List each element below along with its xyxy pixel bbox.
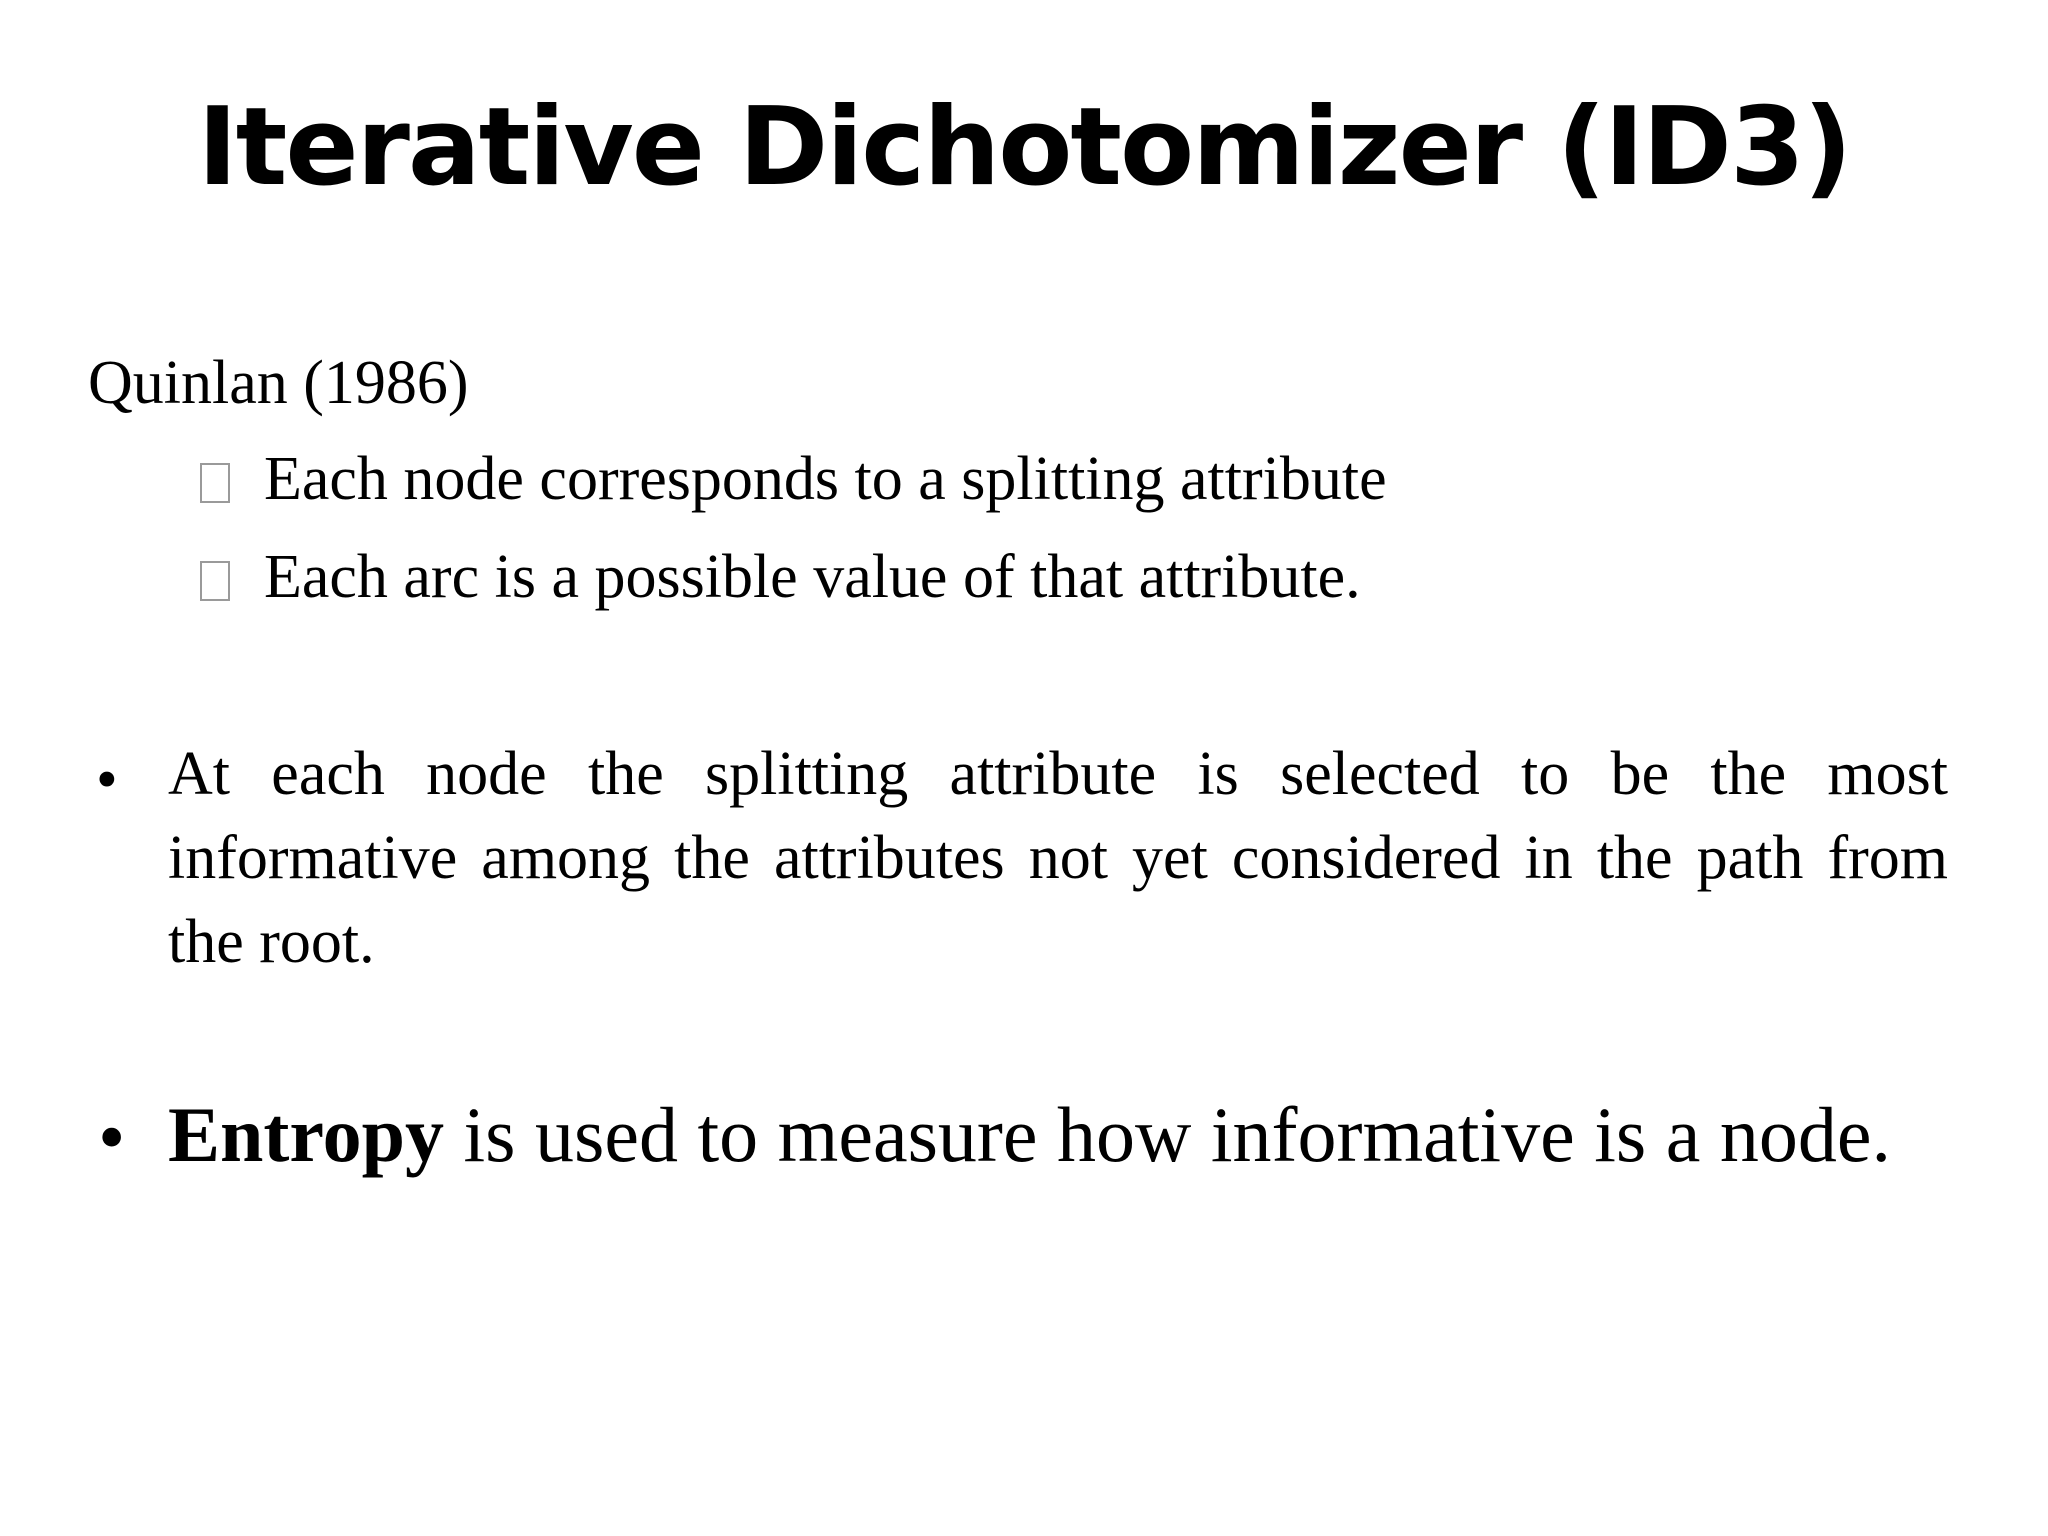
bullet-bold-term: Entropy <box>168 1091 444 1178</box>
empty-box-icon <box>200 561 230 601</box>
sub-item-text: Each node corresponds to a splitting attribute <box>264 445 1387 513</box>
bullet-dot: • <box>96 746 118 814</box>
sub-item-text: Each arc is a possible value of that attribute. <box>264 543 1361 611</box>
bullet-text: At each node the splitting attribute is selected to be the most informative among the attributes not yet considered in the path from the root. <box>168 740 1948 976</box>
empty-box-icon <box>200 463 230 503</box>
bullet-rest-text: is used to measure how informative is a node. <box>443 1091 1891 1178</box>
slide-title: Iterative Dichotomizer (ID3) <box>197 85 1851 210</box>
bullet-dot: • <box>98 1093 126 1180</box>
sub-item <box>200 540 1361 614</box>
author-line: Quinlan (1986) <box>88 349 469 417</box>
sub-item <box>200 442 1387 516</box>
bullet-text <box>168 1090 1891 1180</box>
